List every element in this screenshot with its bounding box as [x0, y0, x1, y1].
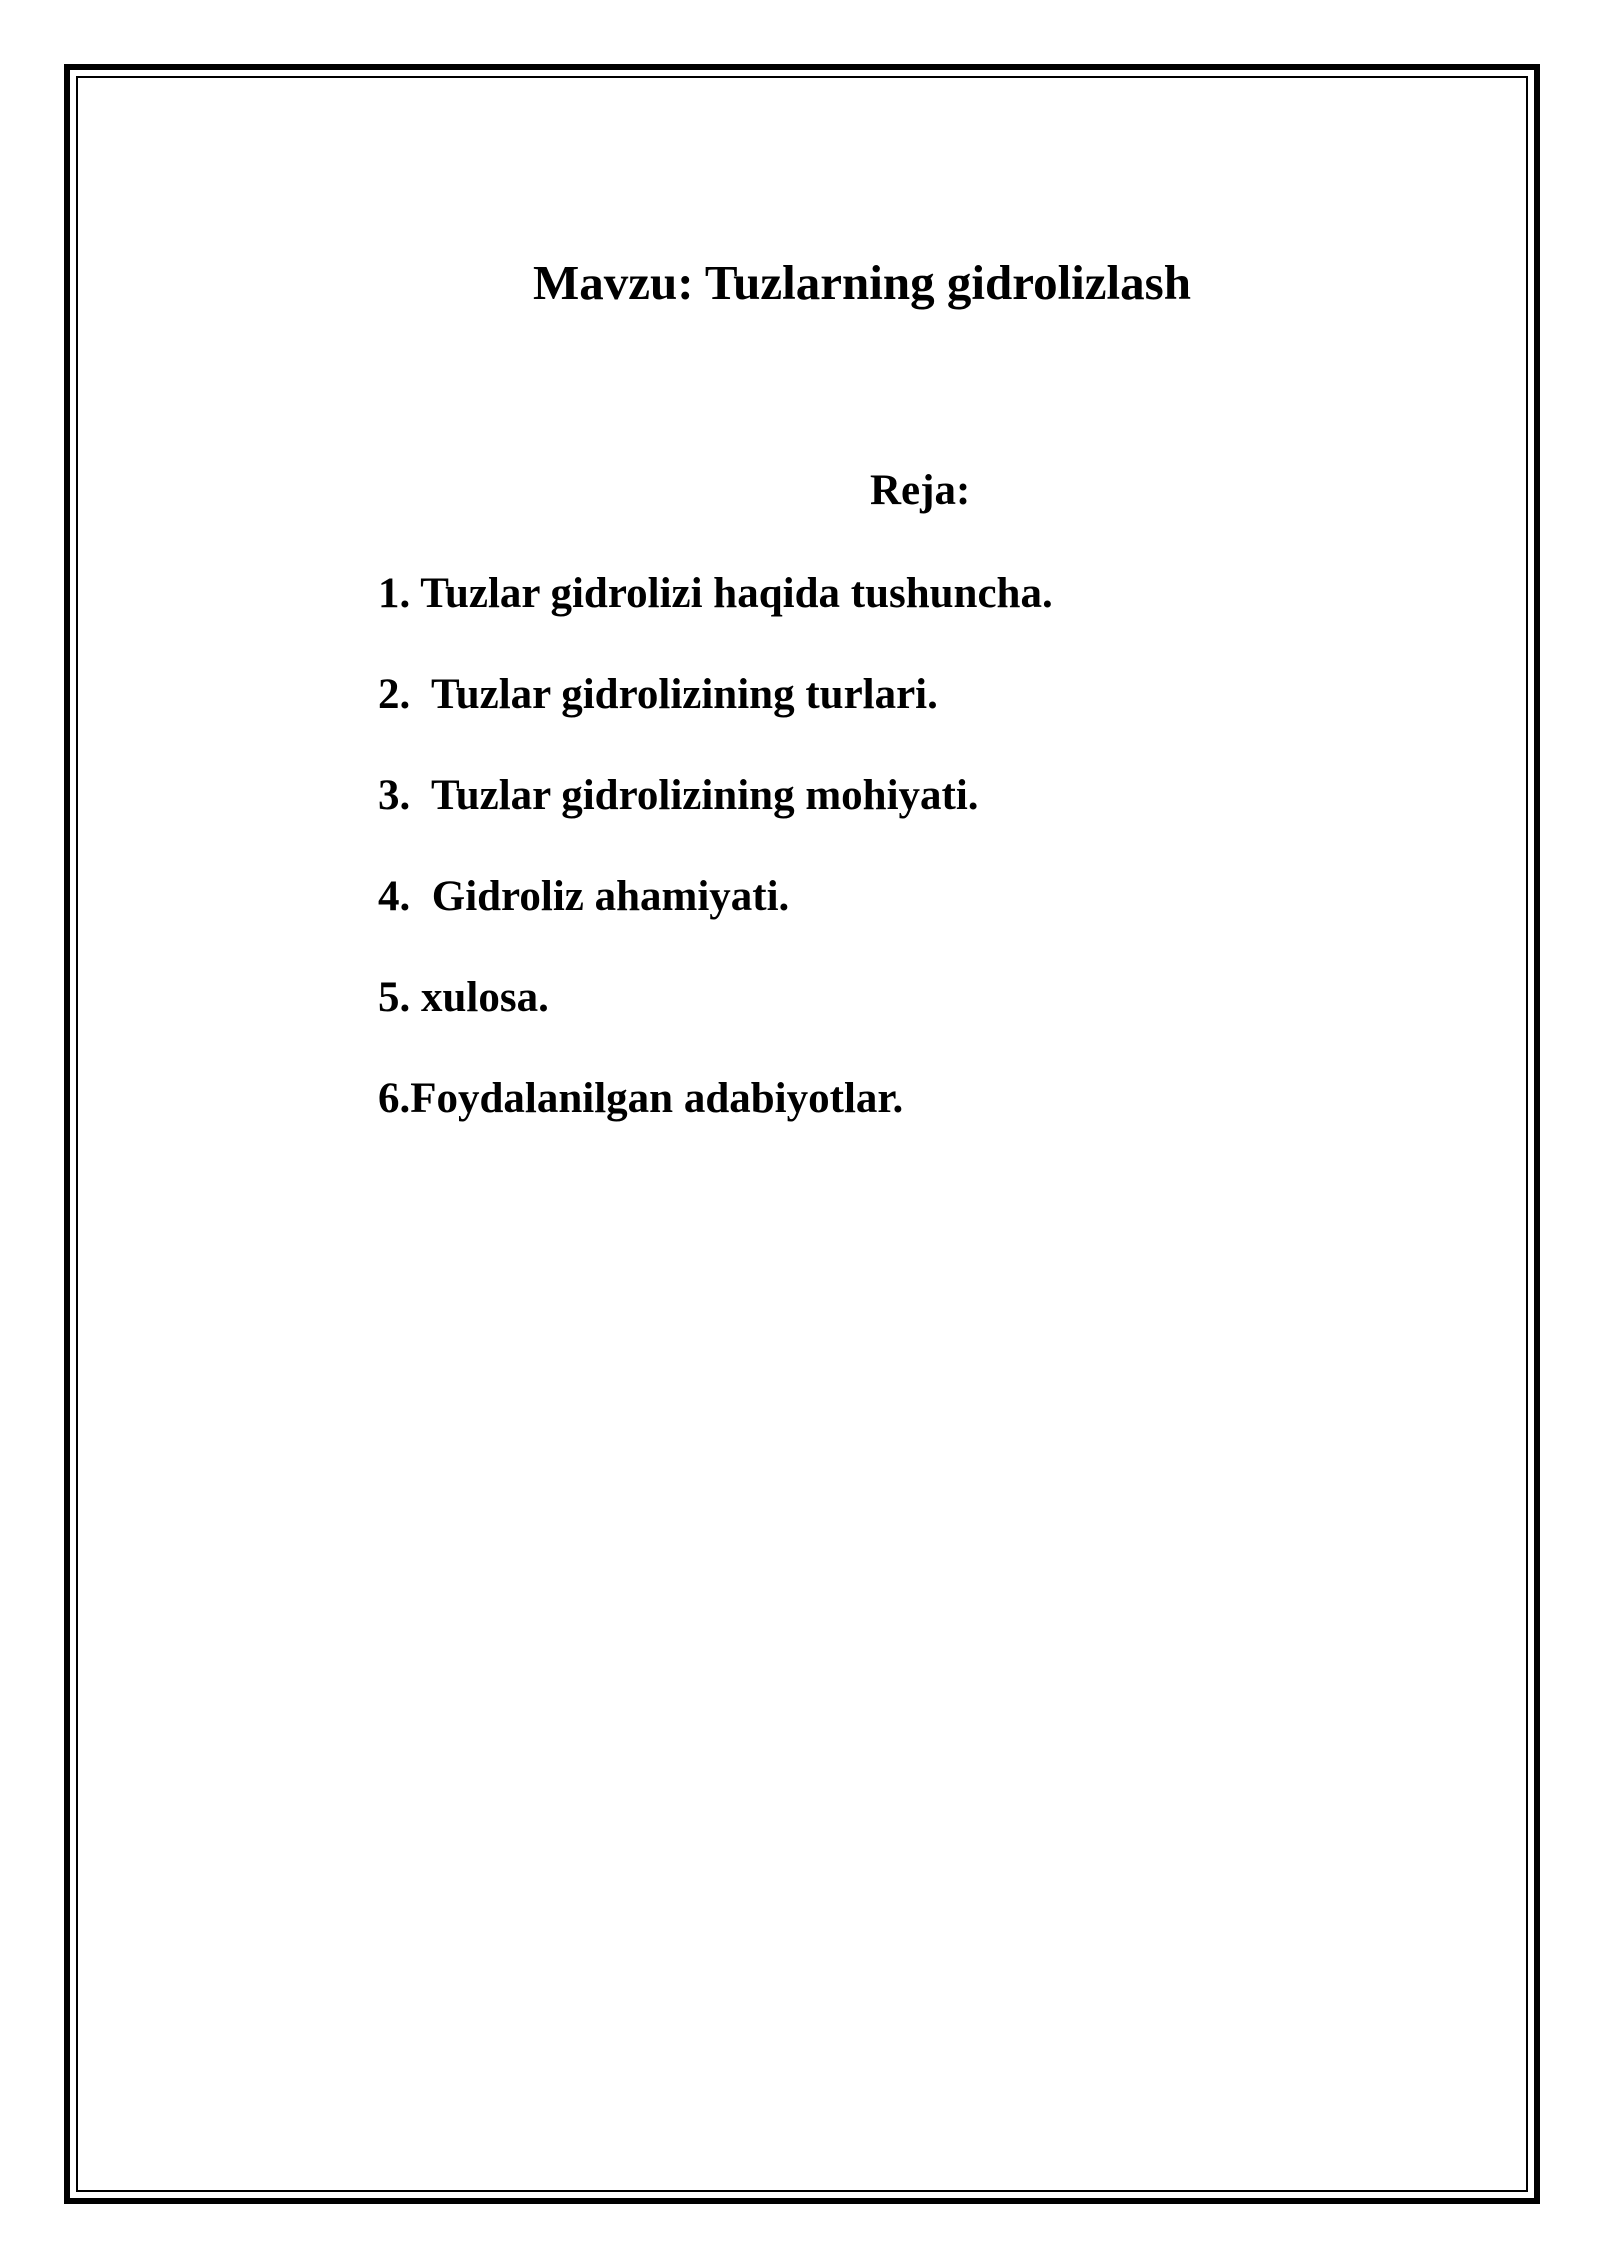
plan-item-6: 6.Foydalanilgan adabiyotlar.: [378, 1075, 904, 1122]
plan-list: [378, 568, 1053, 1174]
plan-item-2: 2. Tuzlar gidrolizining turlari.: [378, 671, 938, 718]
plan-heading: Reja:: [870, 467, 971, 514]
plan-item-5: 5. xulosa.: [378, 974, 549, 1021]
plan-item-4: 4. Gidroliz ahamiyati.: [378, 873, 790, 920]
plan-item-1: 1. Tuzlar gidrolizi haqida tushuncha.: [378, 570, 1053, 617]
plan-item-3: 3. Tuzlar gidrolizining mohiyati.: [378, 772, 979, 819]
page-title: [0, 253, 1600, 313]
page-title-text: Mavzu: Tuzlarning gidrolizlash: [533, 255, 1191, 310]
